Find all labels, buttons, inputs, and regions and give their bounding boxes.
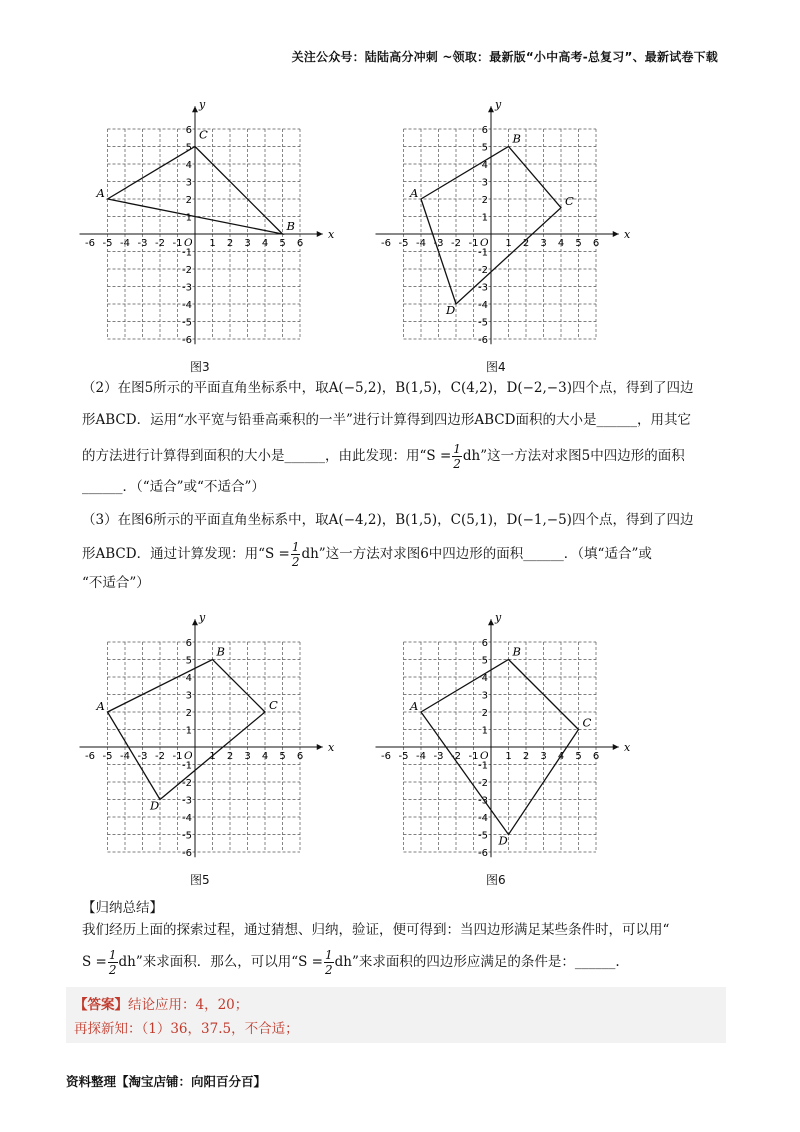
x-tick-label: 3	[244, 238, 251, 249]
summary-line2b: dh”来求面积．那么，可以用“S =	[118, 954, 323, 970]
x-axis-label: x	[328, 228, 335, 241]
answer-box	[66, 987, 726, 1043]
q3-line1: （3）在图6所示的平面直角坐标系中，取A(−4,2)，B(1,5)，C(5,1)，D(−1,−5)四个点，得到了四边	[82, 512, 694, 528]
y-tick-label: -1	[478, 760, 488, 772]
y-tick-label: 4	[481, 160, 488, 171]
vertex-label-a: A	[410, 699, 419, 713]
vertex-label-a: A	[410, 186, 419, 200]
x-tick-label: 1	[209, 751, 216, 762]
coordinate-grid	[366, 92, 636, 382]
x-axis-label: x	[328, 741, 335, 754]
q2-line4: ______．（“适合”或“不适合”）	[82, 479, 265, 495]
x-tick-label: 1	[209, 238, 216, 249]
x-tick-label: -2	[155, 751, 165, 762]
y-tick-label: -5	[182, 317, 192, 329]
x-tick-label: -2	[451, 238, 461, 249]
y-tick-label: -3	[182, 282, 192, 294]
vertex-label-d: D	[446, 303, 456, 317]
question-2	[82, 378, 722, 497]
x-tick-label: 3	[540, 751, 547, 762]
page-header: 关注公众号：陆陆高分冲刺 ~领取：最新版“小中高考-总复习”、最新试卷下载	[291, 50, 718, 64]
x-tick-label: 4	[261, 238, 269, 249]
x-tick-label: -4	[120, 751, 130, 762]
x-tick-label: 2	[522, 751, 530, 762]
y-tick-label: -3	[478, 282, 488, 294]
y-tick-label: -2	[478, 778, 488, 789]
y-tick-label: -6	[478, 848, 488, 859]
y-tick-label: -2	[182, 265, 192, 276]
y-tick-label: 3	[185, 177, 192, 189]
y-tick-label: -4	[478, 300, 488, 311]
x-tick-label: 6	[592, 238, 600, 249]
x-tick-label: 4	[261, 751, 269, 762]
summary-line1: 我们经历上面的探索过程，通过猜想、归纳，验证，便可得到：当四边形满足某些条件时，可以用“	[82, 922, 670, 938]
y-tick-label: 6	[481, 125, 488, 136]
y-tick-label: 6	[185, 638, 192, 649]
fraction: $\frac{1}{2}$	[291, 540, 300, 569]
x-tick-label: -6	[85, 238, 95, 249]
y-tick-label: -4	[182, 813, 192, 824]
origin-label: O	[184, 750, 193, 762]
y-tick-label: -6	[182, 848, 192, 859]
figure-5	[70, 605, 340, 895]
x-tick-label: -6	[381, 238, 391, 249]
x-tick-label: 6	[296, 751, 304, 762]
x-tick-label: -1	[468, 238, 479, 249]
q2-points: A(−5,2)，B(1,5)，C(4,2)，D(−2,−3)四个点，得到了四边	[328, 380, 694, 396]
vertex-label-d: D	[150, 798, 160, 813]
summary	[82, 898, 722, 977]
x-tick-label: 4	[557, 751, 565, 762]
q2-line3a: 的方法进行计算得到面积的大小是______，由此发现：用“S =	[82, 448, 452, 464]
y-arrow	[192, 619, 198, 625]
vertex-label-a: A	[96, 186, 105, 200]
x-tick-label: -3	[137, 238, 148, 249]
y-arrow	[488, 619, 494, 625]
y-tick-label: 2	[185, 195, 192, 206]
x-tick-label: -4	[416, 751, 426, 762]
x-tick-label: 2	[226, 751, 234, 762]
y-tick-label: -4	[182, 300, 192, 311]
x-tick-label: -3	[137, 751, 148, 762]
q2-line2: 形ABCD．运用“水平宽与铅垂高乘积的一半”进行计算得到四边形ABCD面积的大小是______，用其它	[82, 412, 691, 428]
answer-tag: 【答案】	[74, 997, 128, 1013]
y-tick-label: 2	[481, 195, 488, 206]
origin-label: O	[480, 750, 489, 762]
x-axis-label: x	[624, 228, 631, 241]
y-tick-label: 5	[481, 142, 488, 154]
q3-line3: “不适合”）	[82, 575, 150, 591]
x-tick-label: -2	[451, 751, 461, 762]
x-tick-label: 6	[592, 751, 600, 762]
x-tick-label: -5	[102, 238, 113, 249]
x-tick-label: -5	[398, 751, 409, 762]
x-tick-label: 1	[505, 238, 512, 249]
vertex-label-c: C	[269, 698, 278, 712]
page-footer: 资料整理【淘宝店铺：向阳百分百】	[66, 1074, 267, 1089]
x-arrow	[317, 744, 323, 750]
y-tick-label: -2	[182, 778, 192, 789]
y-tick-label: -6	[478, 335, 488, 346]
y-tick-label: 5	[185, 655, 192, 667]
x-arrow	[613, 744, 619, 750]
x-tick-label: -1	[468, 751, 479, 762]
coordinate-grid	[70, 92, 340, 382]
y-tick-label: 1	[185, 725, 192, 737]
y-axis-label: y	[495, 611, 502, 624]
q2-line3b: dh”这一方法对求图5中四边形的面积	[462, 448, 685, 464]
y-tick-label: -5	[182, 830, 192, 842]
y-tick-label: 6	[481, 638, 488, 649]
figure-caption: 图6	[486, 873, 506, 887]
x-tick-label: 5	[279, 751, 286, 762]
vertex-label-b: B	[216, 644, 225, 659]
q2-line1: （2）在图5所示的平面直角坐标系中，取	[82, 380, 329, 396]
y-arrow	[192, 106, 198, 112]
vertex-label-c: C	[582, 715, 592, 730]
x-tick-label: -1	[172, 751, 183, 762]
vertex-label-b: B	[512, 644, 521, 659]
x-tick-label: 5	[575, 751, 582, 762]
answer-line1: 结论应用：4，20；	[128, 997, 249, 1013]
x-tick-label: 2	[226, 238, 234, 249]
x-tick-label: -6	[381, 751, 391, 762]
y-tick-label: -1	[182, 247, 192, 259]
y-tick-label: 6	[185, 125, 192, 136]
vertex-label-d: D	[498, 833, 508, 848]
summary-title: 【归纳总结】	[82, 900, 163, 916]
y-tick-label: -1	[478, 247, 488, 259]
figure-caption: 图3	[190, 360, 210, 374]
x-axis-label: x	[624, 741, 631, 754]
y-arrow	[488, 106, 494, 112]
y-tick-label: 3	[185, 690, 192, 702]
coordinate-grid	[70, 605, 340, 895]
y-tick-label: 1	[481, 212, 488, 224]
question-3	[82, 510, 722, 593]
y-axis-label: y	[199, 98, 206, 111]
y-tick-label: -6	[182, 335, 192, 346]
y-axis-label: y	[199, 611, 206, 624]
x-tick-label: 4	[557, 238, 565, 249]
y-tick-label: -2	[478, 265, 488, 276]
answer-line2: 再探新知：（1）36，37.5，不合适；	[74, 1021, 299, 1037]
y-tick-label: -1	[182, 760, 192, 772]
y-tick-label: 5	[185, 142, 192, 154]
x-tick-label: -5	[102, 751, 113, 762]
y-tick-label: 4	[185, 673, 192, 684]
q3-line2a: 形ABCD．通过计算发现：用“S =	[82, 546, 290, 562]
x-tick-label: -4	[120, 238, 130, 249]
x-tick-label: 1	[505, 751, 512, 762]
fraction: $\frac{1}{2}$	[108, 948, 117, 977]
figure-caption: 图4	[486, 360, 506, 374]
vertex-label-c: C	[199, 127, 208, 142]
vertex-label-c: C	[565, 193, 574, 208]
y-tick-label: -3	[478, 795, 488, 807]
x-tick-label: -6	[85, 751, 95, 762]
x-tick-label: -3	[433, 751, 444, 762]
origin-label: O	[480, 237, 489, 249]
summary-line2a: S =	[82, 954, 107, 970]
y-tick-label: 1	[185, 212, 192, 224]
y-tick-label: -4	[478, 813, 488, 824]
x-arrow	[613, 231, 619, 237]
x-tick-label: 5	[279, 238, 286, 249]
x-tick-label: -5	[398, 238, 409, 249]
x-tick-label: -3	[433, 238, 444, 249]
figure-6	[366, 605, 636, 895]
x-tick-label: 3	[540, 238, 547, 249]
figure-4	[366, 92, 636, 382]
x-tick-label: 5	[575, 238, 582, 249]
y-tick-label: 3	[481, 177, 488, 189]
summary-line2c: dh”来求面积的四边形应满足的条件是：______.	[334, 954, 620, 970]
x-tick-label: -2	[155, 238, 165, 249]
coordinate-grid	[366, 605, 636, 895]
y-tick-label: 2	[481, 708, 488, 719]
y-tick-label: 2	[185, 708, 192, 719]
vertex-label-a: A	[96, 699, 105, 713]
y-tick-label: 3	[481, 690, 488, 702]
y-tick-label: -5	[478, 317, 488, 329]
vertex-label-b: B	[512, 131, 521, 146]
y-tick-label: 1	[481, 725, 488, 737]
x-tick-label: 3	[244, 751, 251, 762]
x-tick-label: -1	[172, 238, 183, 249]
x-tick-label: -4	[416, 238, 426, 249]
y-tick-label: 4	[481, 673, 488, 684]
fraction: $\frac{1}{2}$	[453, 442, 461, 471]
figure-caption: 图5	[190, 873, 210, 887]
q3-line2b: dh”这一方法对求图6中四边形的面积______．（填“适合”或	[301, 546, 652, 562]
vertex-label-b: B	[286, 219, 295, 233]
figure-3	[70, 92, 340, 382]
y-tick-label: -5	[478, 830, 488, 842]
y-axis-label: y	[495, 98, 502, 111]
y-tick-label: 4	[185, 160, 192, 171]
fraction: $\frac{1}{2}$	[325, 948, 333, 977]
y-tick-label: 5	[481, 655, 488, 667]
y-tick-label: -3	[182, 795, 192, 807]
origin-label: O	[184, 237, 193, 249]
x-tick-label: 2	[522, 238, 530, 249]
x-arrow	[317, 231, 323, 237]
x-tick-label: 6	[296, 238, 304, 249]
